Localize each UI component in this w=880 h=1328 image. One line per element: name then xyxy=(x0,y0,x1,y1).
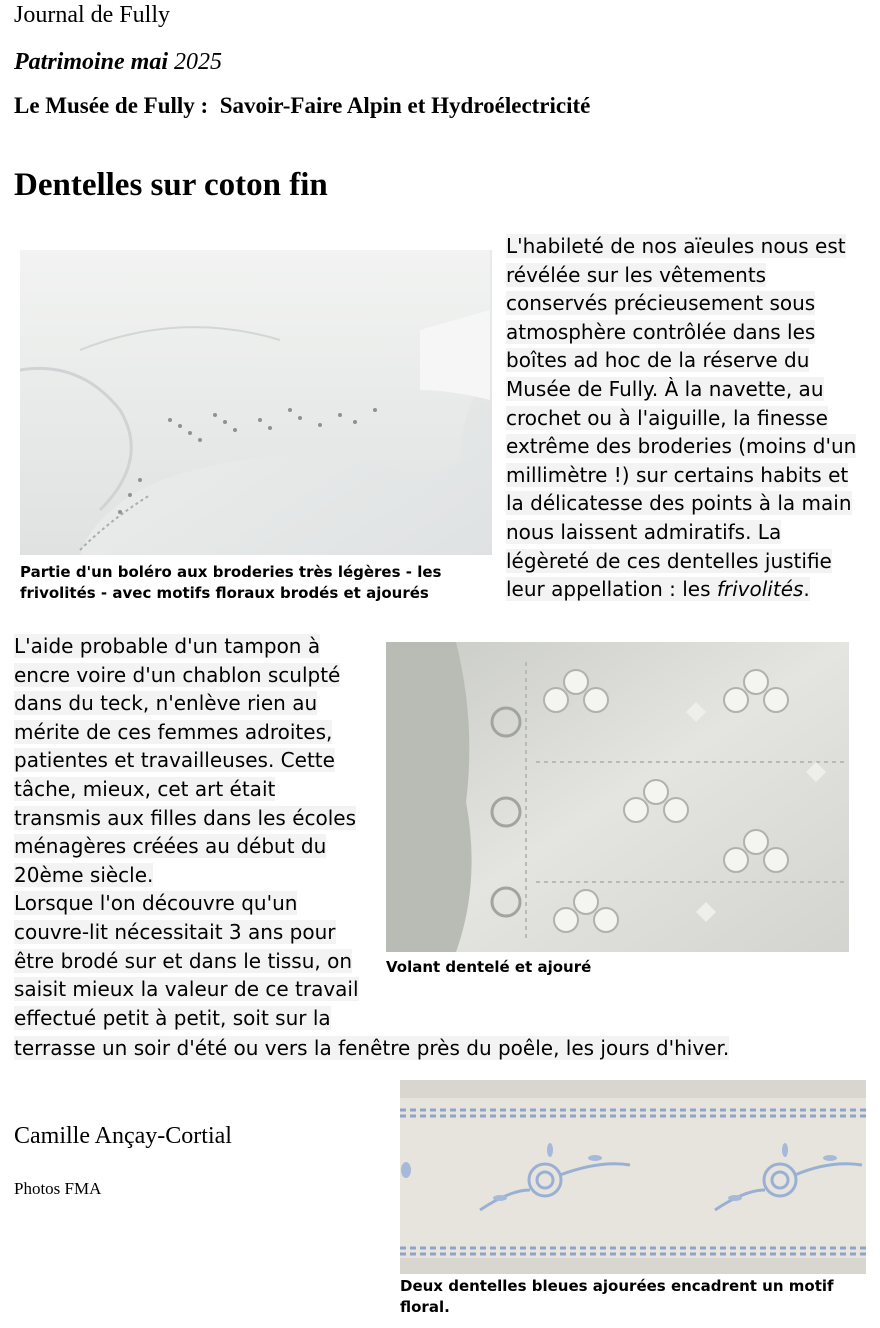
photo-credits: Photos FMA xyxy=(14,1179,102,1198)
text-line: conservés précieusement sous xyxy=(506,291,816,316)
text-line: légèreté de ces dentelles justifie xyxy=(506,548,832,573)
photo-volant xyxy=(386,642,849,952)
text-line: Lorsque l'on découvre qu'un xyxy=(14,891,298,916)
text-line: L'habileté de nos aïeules nous est xyxy=(506,234,846,258)
text-line: dans du teck, n'enlève rien au xyxy=(14,691,318,716)
text-line: atmosphère contrôlée dans les xyxy=(506,319,816,344)
caption-bolero: Partie d'un boléro aux broderies très légères - les frivolités - avec motifs floraux brodés et ajourés xyxy=(20,563,442,602)
text-line: couvre-lit nécessitait 3 ans pour xyxy=(14,919,336,944)
text-line: crochet ou à l'aiguille, la finesse xyxy=(506,405,828,430)
journal-title: Journal de Fully xyxy=(14,2,170,28)
photo-bolero xyxy=(20,250,492,555)
text-line: révélée sur les vêtements xyxy=(506,262,767,287)
issue-section: Patrimoine mai xyxy=(14,49,169,75)
text-line: L'aide probable d'un tampon à xyxy=(14,634,321,658)
text-line: tâche, mieux, cet art était xyxy=(14,776,276,801)
text-line: Musée de Fully. À la navette, au xyxy=(506,376,824,401)
text-line: patientes et travailleuses. Cette xyxy=(14,748,335,773)
text-line: la délicatesse des points à la main xyxy=(506,491,852,516)
text-line: effectué petit à petit, soit sur la xyxy=(14,1005,331,1030)
text-line: ménagères créées au début du xyxy=(14,834,327,859)
text-line: nous laissent admiratifs. La xyxy=(506,519,782,544)
text-line: terrasse un soir d'été ou vers la fenêtre près du poêle, les jours d'hiver. xyxy=(14,1036,730,1060)
author-name: Camille Ançay-Cortial xyxy=(14,1123,232,1149)
article-title: Dentelles sur coton fin xyxy=(14,167,328,203)
paragraph-tools-end xyxy=(14,1034,774,1063)
text-fragment: . xyxy=(803,577,810,602)
caption-volant: Volant dentelé et ajouré xyxy=(386,958,592,976)
text-line: encre voire d'un chablon sculpté xyxy=(14,662,341,687)
text-line: mérite de ces femmes adroites, xyxy=(14,719,333,744)
text-line: être brodé sur et dans le tissu, on xyxy=(14,948,353,973)
issue-line xyxy=(14,46,222,78)
text-fragment: leur appellation : les xyxy=(506,577,717,602)
text-line: millimètre !) sur certains habits et xyxy=(506,462,849,487)
text-line: boîtes ad hoc de la réserve du xyxy=(506,348,810,373)
text-line: extrême des broderies (moins d'un xyxy=(506,434,857,459)
text-line: 20ème siècle. xyxy=(14,862,154,887)
paragraph-tools xyxy=(14,632,366,1032)
paragraph-intro xyxy=(506,232,876,604)
photo-blue-lace xyxy=(400,1080,866,1274)
text-line: transmis aux filles dans les écoles xyxy=(14,805,357,830)
text-line xyxy=(506,577,810,601)
series-title: Le Musée de Fully : Savoir-Faire Alpin et Hydroélectricité xyxy=(14,93,591,118)
caption-blue-lace: Deux dentelles bleues ajourées encadrent un motif floral. xyxy=(400,1277,834,1316)
frivolites-term: frivolités xyxy=(716,577,804,602)
text-line: saisit mieux la valeur de ce travail xyxy=(14,977,359,1002)
issue-date: 2025 xyxy=(174,49,223,75)
